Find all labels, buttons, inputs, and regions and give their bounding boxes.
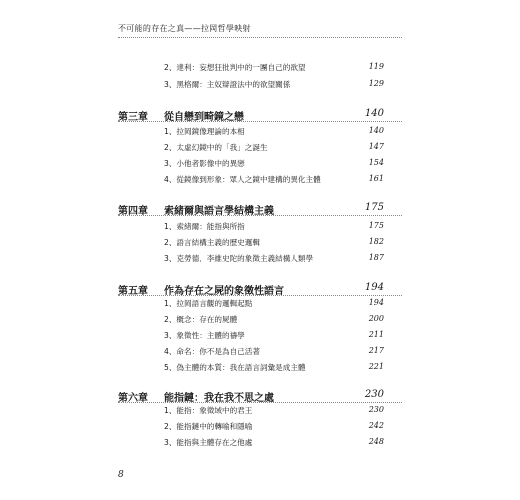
toc-entry[interactable] [0, 330, 520, 342]
entry-page: 221 [368, 362, 384, 371]
toc-entry[interactable] [0, 79, 520, 91]
chapter-title: 從自戀到畸鏡之戀 [164, 112, 244, 123]
entry-page: 140 [368, 126, 384, 135]
entry-page: 211 [368, 330, 384, 339]
chapter-rule [118, 295, 402, 296]
entry-title: 1、能指：象徵域中的君王 [164, 406, 253, 415]
entry-title: 2、達利：妄想狂批判中的一團自己的欲望 [164, 63, 306, 72]
entry-page: 129 [368, 79, 384, 88]
entry-page: 230 [368, 405, 384, 414]
entry-title: 1、拉岡鏡像理論的本相 [164, 127, 245, 136]
entry-page: 200 [368, 314, 384, 323]
entry-title: 4、命名：你不是為自己活著 [164, 347, 260, 356]
toc-entry[interactable] [0, 314, 520, 326]
entry-page: 154 [368, 158, 384, 167]
toc-entry[interactable] [0, 126, 520, 138]
entry-page: 194 [368, 298, 384, 307]
entry-title: 2、能指鏈中的轉喻和隱喻 [164, 422, 253, 431]
chapter-title: 作為存在之屍的象徵性語言 [164, 286, 284, 297]
entry-title: 2、語言結構主義的歷史邏輯 [164, 238, 260, 247]
entry-title: 3、小他者影像中的異戀 [164, 159, 245, 168]
chapter-number: 第三章 [118, 112, 148, 123]
chapter-heading[interactable] [0, 108, 520, 122]
toc-entry[interactable] [0, 362, 520, 374]
entry-title: 3、象徵性：主體的禱學 [164, 331, 245, 340]
chapter-page: 175 [364, 202, 384, 213]
entry-page: 217 [368, 346, 384, 355]
entry-page: 147 [368, 142, 384, 151]
chapter-number: 第六章 [118, 393, 148, 404]
chapter-number: 第五章 [118, 286, 148, 297]
entry-page: 187 [368, 253, 384, 262]
toc-entry[interactable] [0, 298, 520, 310]
chapter-title: 能指鏈：我在我不思之處 [164, 393, 274, 404]
toc-entry[interactable] [0, 62, 520, 74]
toc-entry[interactable] [0, 158, 520, 170]
toc-entry[interactable] [0, 237, 520, 249]
chapter-number: 第四章 [118, 206, 148, 217]
chapter-heading[interactable] [0, 282, 520, 296]
toc-entry[interactable] [0, 421, 520, 433]
entry-page: 161 [368, 174, 384, 183]
toc-entry[interactable] [0, 437, 520, 449]
page-number: 8 [118, 470, 124, 480]
entry-title: 4、從鏡像到形象：眾人之鏡中建構的異化主體 [164, 175, 321, 184]
toc-entry[interactable] [0, 142, 520, 154]
chapter-rule [118, 121, 402, 122]
chapter-page: 140 [364, 108, 384, 119]
header-rule [118, 37, 402, 38]
entry-page: 242 [368, 421, 384, 430]
entry-page: 182 [368, 237, 384, 246]
toc-entry[interactable] [0, 405, 520, 417]
chapter-page: 194 [364, 282, 384, 293]
entry-title: 1、拉岡語言觀的邏輯起點 [164, 299, 253, 308]
entry-title: 3、黑格爾：主奴辯證法中的欲望關係 [164, 80, 291, 89]
entry-page: 248 [368, 437, 384, 446]
entry-title: 5、偽主體的本質：我在語言詞彙是成主體 [164, 363, 306, 372]
chapter-rule [118, 402, 402, 403]
toc-entry[interactable] [0, 253, 520, 265]
entry-title: 3、克勞德．李維史陀的象徵主義結構人類學 [164, 254, 314, 263]
chapter-heading[interactable] [0, 389, 520, 403]
entry-title: 2、太虛幻鏡中的「我」之誕生 [164, 143, 268, 152]
toc-entry[interactable] [0, 346, 520, 358]
toc-entry[interactable] [0, 174, 520, 186]
toc-entry[interactable] [0, 221, 520, 233]
chapter-rule [118, 215, 402, 216]
chapter-heading[interactable] [0, 202, 520, 216]
chapter-title: 索緒爾與語言學結構主義 [164, 206, 274, 217]
entry-page: 119 [368, 62, 384, 71]
chapter-page: 230 [364, 389, 384, 400]
entry-title: 2、概念：存在的屍體 [164, 315, 238, 324]
entry-title: 1、索緒爾：能指與所指 [164, 222, 245, 231]
running-header: 不可能的存在之真——拉岡哲學映射 [118, 24, 251, 33]
entry-title: 3、能指與主體存在之他處 [164, 438, 253, 447]
entry-page: 175 [368, 221, 384, 230]
